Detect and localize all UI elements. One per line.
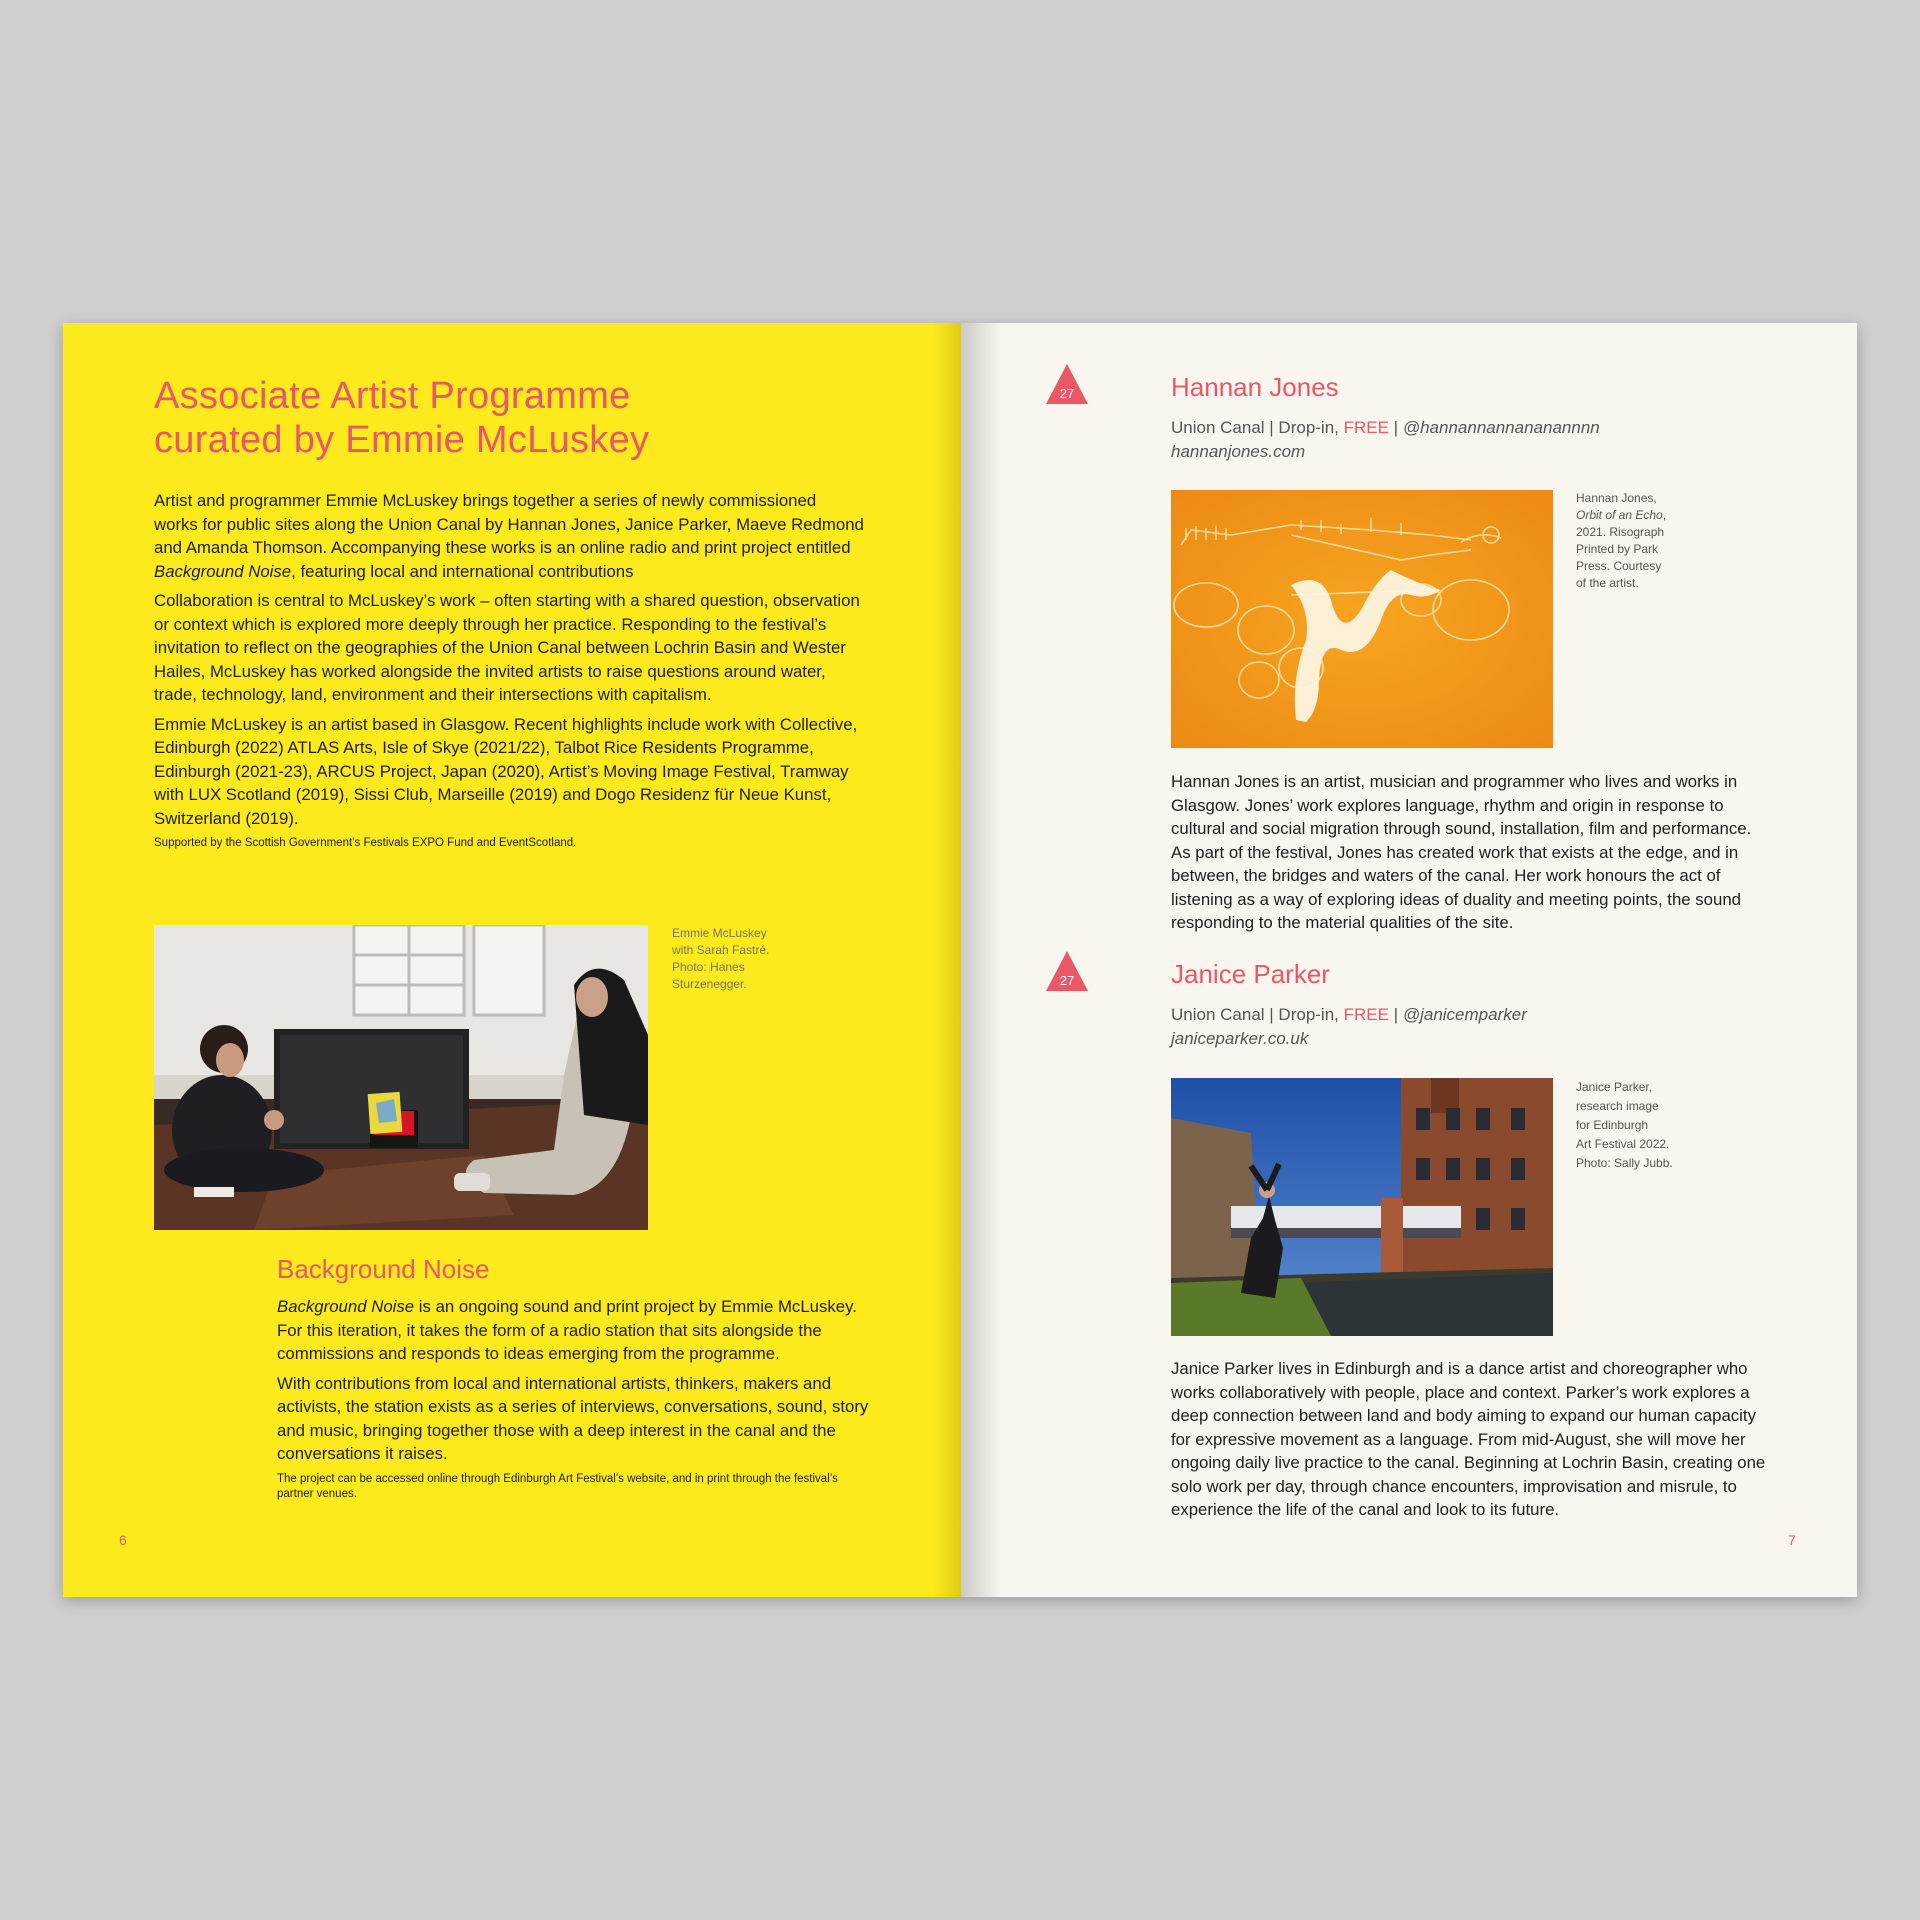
free-badge: FREE [1343,418,1389,437]
support-note: Supported by the Scottish Government’s Festivals EXPO Fund and EventScotland. [154,837,577,849]
studio-scene-image [154,925,648,1230]
background-noise-note: The project can be accessed online through Edinburgh Art Festival’s website, and in print through the festival’s partner venues. [277,1472,838,1500]
janice-parker-research-image [1171,1078,1553,1336]
gutter-shadow-left [933,323,961,1597]
intro-paragraph-2: Collaboration is central to McLuskey’s work – often starting with a shared question, observation or context which is explored more deeply through her practice. Responding to the festival’s invitation to reflect on the geographies of the Union Canal between Lochrin Basin and Wester Hailes, McLuskey has worked alongside the invited artists to raise questions around water, trade, technology, land, environment and their intersections with capitalism. [154,591,860,704]
gutter-shadow-right [961,323,1001,1597]
background-noise-text [277,1295,877,1502]
janice-parker-website-link[interactable]: janiceparker.co.uk [1171,1029,1309,1048]
emmie-mcluskey-photo [154,925,648,1230]
risograph-artwork [1171,490,1553,748]
janice-parker-bio: Janice Parker lives in Edinburgh and is a dance artist and choreographer who works collaboratively with people, place and context. Parker’s work explores a deep connection between land and body aiming to expand our human capacity for expressive movement as a language. From mid-August, she will move her ongoing daily live practice to the canal. Beginning at Lochrin Basin, creating one solo work per day, through chance encounters, improvisation and misrule, to experience the life of the canal and look to its future. [1171,1359,1766,1519]
left-page [63,323,961,1597]
hannan-jones-meta: Union Canal | Drop-in, FREE | @hannannannananannnn hannanjones.com [1171,418,1600,461]
right-page [961,323,1857,1597]
hannan-jones-heading: Hannan Jones [1171,372,1339,402]
intro-paragraph-1: Artist and programmer Emmie McLuskey brings together a series of newly commissioned works for public sites along the Union Canal by Hannan Jones, Janice Parker, Maeve Redmond and Amanda Thomson. Accompanying these works is an online radio and print project entitled Background Noise, featuring local and international contributions [154,491,864,581]
janice-parker-caption: Janice Parker, research image for Edinburgh Art Festival 2022. Photo: Sally Jubb. [1576,1080,1673,1170]
background-noise-paragraph-2: With contributions from local and international artists, thinkers, makers and activists, the station exists as a series of interviews, conversations, sound, story and music, bringing together those with a deep interest in the canal and the conversations it raises. [277,1373,869,1463]
intro-paragraph-3: Emmie McLuskey is an artist based in Glasgow. Recent highlights include work with Collective, Edinburgh (2022) ATLAS Arts, Isle of Skye (2021/22), Talbot Rice Residents Programme, Edinburgh (2021-23), ARCUS Project, Japan (2020), Artist’s Moving Image Festival, Tramway with LUX Scotland (2019), Sissi Club, Marseille (2019) and Dogo Residenz für Neue Kunst, Switzerland (2019). [154,714,858,828]
janice-parker-meta: Union Canal | Drop-in, FREE | @janicemparker janiceparker.co.uk [1171,1005,1527,1048]
emmie-photo-caption: Emmie McLuskey with Sarah Fastré. Photo: Hanes Sturzenegger. [672,926,770,991]
canal-photo [1171,1078,1553,1336]
janice-parker-handle[interactable]: @janicemparker [1402,1005,1527,1024]
venue-marker-number: 27 [1059,973,1075,988]
hannan-jones-handle[interactable]: @hannannannananannnn [1402,418,1600,437]
hannan-jones-bio: Hannan Jones is an artist, musician and programmer who lives and works in Glasgow. Jones’ work explores language, rhythm and origin in response to cultural and social migration through sound, installation, film and performance. As part of the festival, Jones has created work that exists at the edge, and in between, the bridges and waters of the canal. Her work honours the act of listening as a way of exploring ideas of duality and meeting points, the sound responding to the material qualities of the site. [1171,772,1752,932]
background-noise-heading: Background Noise [277,1254,490,1284]
free-badge: FREE [1343,1005,1389,1024]
janice-parker-heading: Janice Parker [1171,959,1330,989]
background-noise-paragraph-1: Background Noise is an ongoing sound and print project by Emmie McLuskey. For this iteration, it takes the form of a radio station that sits alongside the commissions and responds to ideas emerging from the programme. [277,1297,857,1363]
page-number-left: 6 [119,1532,127,1548]
page-title: Associate Artist Programme curated by Emmie McLuskey [154,375,650,461]
venue-marker-number: 27 [1059,386,1075,401]
orbit-of-an-echo-image [1171,490,1553,748]
page-number-right: 7 [1788,1532,1796,1548]
intro-text [154,489,864,851]
hannan-jones-caption: Hannan Jones, Orbit of an Echo, 2021. Risograph Printed by Park Press. Courtesy of the artist. [1576,491,1667,590]
hannan-jones-website-link[interactable]: hannanjones.com [1171,442,1306,461]
brochure-spread [63,323,1857,1597]
